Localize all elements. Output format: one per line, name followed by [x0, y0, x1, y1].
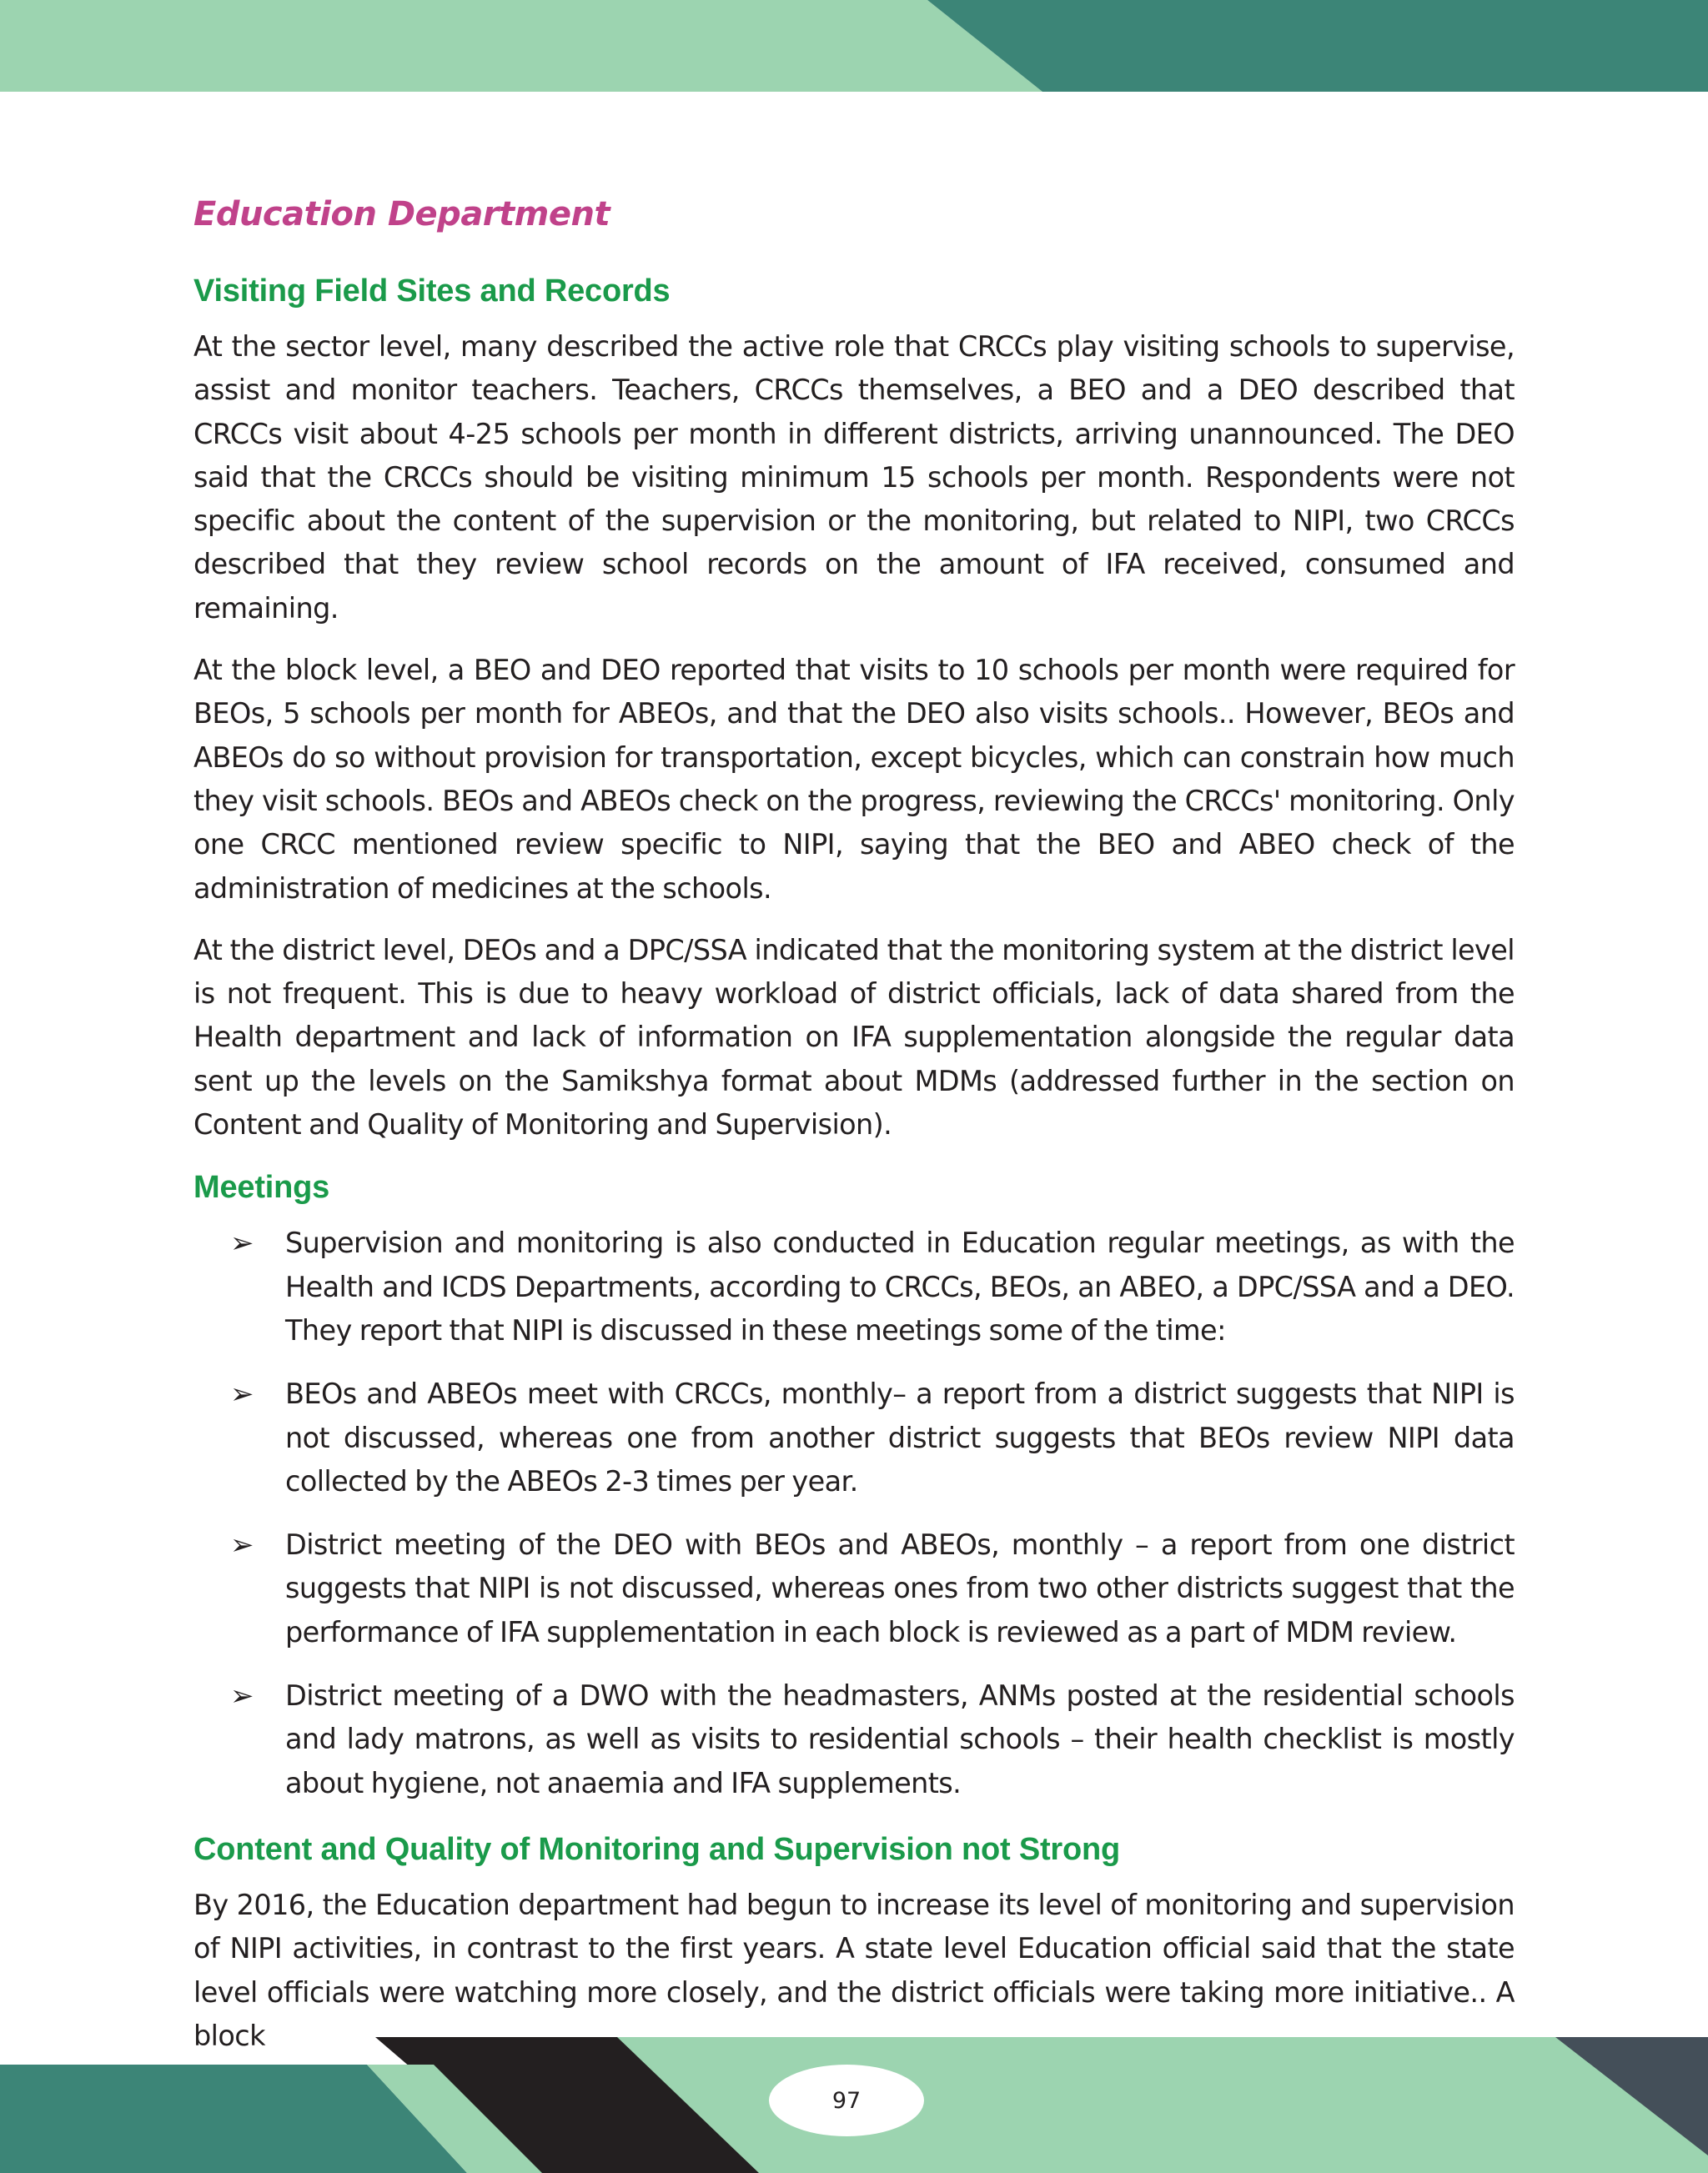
arrow-bullet-icon: ➢	[230, 1378, 254, 1412]
page-title: Education Department	[193, 195, 610, 233]
list-item-text: District meeting of a DWO with the headmasters, ANMs posted at the residential schools and lady matrons, as well as visits to residential schools – their health checklist is mostly about hygiene, not anaemia and IFA supplements.	[285, 1679, 1515, 1799]
list-item-text: District meeting of the DEO with BEOs and ABEOs, monthly – a report from one district suggests that NIPI is not discussed, whereas ones from two other districts suggest that the performance of IFA supplementation in each block is reviewed as a part of MDM review.	[285, 1528, 1515, 1649]
paragraph: At the district level, DEOs and a DPC/SSA indicated that the monitoring system at the district level is not frequent. This is due to heavy workload of district officials, lack of data shared from the Health department and lack of information on IFA supplementation alongside the regular data sent up the levels on the Samikshya format about MDMs (addressed further in the section on Content and Quality of Monitoring and Supervision).	[193, 933, 1515, 1142]
top-banner-light-band	[0, 0, 1042, 92]
page-content	[193, 185, 1515, 2076]
top-banner-dark-band	[927, 0, 1708, 92]
section-heading-content-quality: Content and Quality of Monitoring and Supervision not Strong	[193, 1831, 1121, 1867]
arrow-bullet-icon: ➢	[230, 1528, 254, 1563]
paragraph: At the block level, a BEO and DEO reported that visits to 10 schools per month were required for BEOs, 5 schools per month for ABEOs, and that the DEO also visits schools.. However, BEOs and ABEOs do so without provision for transportation, except bicycles, which can constrain how much they visit schools. BEOs and ABEOs check on the progress, reviewing the CRCCs' monitoring. Only one CRCC mentioned review specific to NIPI, saying that the BEO and ABEO check of the administration of medicines at the schools.	[193, 654, 1515, 905]
list-item	[193, 1222, 1515, 1352]
arrow-bullet-icon: ➢	[230, 1679, 254, 1714]
list-item	[193, 1373, 1515, 1503]
list-item-text: BEOs and ABEOs meet with CRCCs, monthly– a report from a district suggests that NIPI is not discussed, whereas one from another district suggests that BEOs review NIPI data collected by the ABEOs 2-3 times per year.	[285, 1378, 1515, 1498]
paragraph: By 2016, the Education department had begun to increase its level of monitoring and supervision of NIPI activities, in contrast to the first years. A state level Education official said that the state level officials were watching more closely, and the district officials were taking more initiative.. A block	[193, 1888, 1515, 2052]
list-item-text: Supervision and monitoring is also conducted in Education regular meetings, as with the Health and ICDS Departments, according to CRCCs, BEOs, an ABEO, a DPC/SSA and a DEO. They report that NIPI is discussed in these meetings some of the time:	[285, 1227, 1515, 1347]
section-heading-visiting: Visiting Field Sites and Records	[193, 274, 671, 309]
list-item	[193, 1523, 1515, 1654]
arrow-bullet-icon: ➢	[230, 1227, 254, 1261]
list-item	[193, 1674, 1515, 1805]
paragraph: At the sector level, many described the active role that CRCCs play visiting schools to supervise, assist and monitor teachers. Teachers, CRCCs themselves, a BEO and a DEO described that CRCCs visit about 4-25 schools per month in different districts, arriving unannounced. The DEO said that the CRCCs should be visiting minimum 15 schools per month. Respondents were not specific about the content of the supervision or the monitoring, but related to NIPI, two CRCCs described that they review school records on the amount of IFA received, consumed and remaining.	[193, 330, 1515, 625]
page-number: 97	[769, 2065, 924, 2136]
meetings-bullet-list	[193, 1222, 1515, 1805]
section-heading-meetings: Meetings	[193, 1170, 330, 1206]
top-banner-decoration	[0, 0, 1708, 100]
